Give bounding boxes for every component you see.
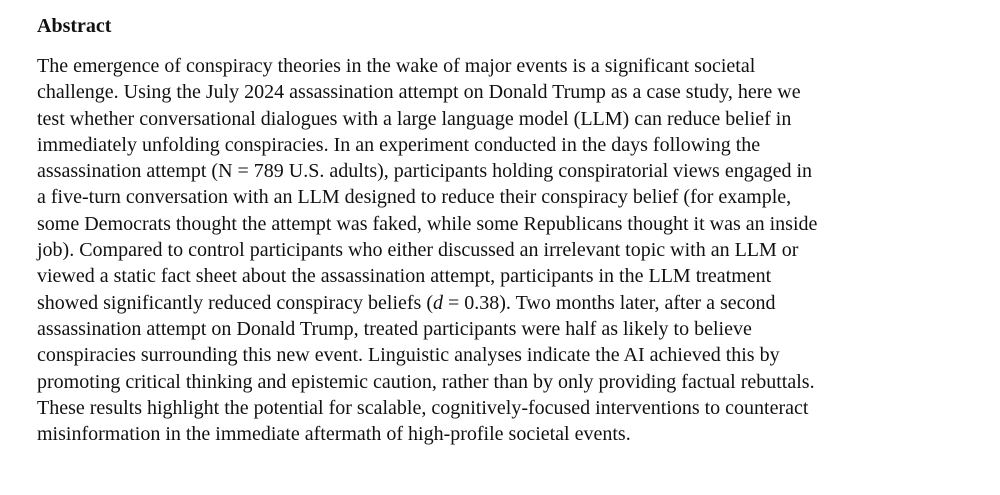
abstract-line: test whether conversational dialogues with a large language model (LLM) can reduce belief in bbox=[37, 107, 792, 130]
abstract-line: challenge. Using the July 2024 assassination attempt on Donald Trump as a case study, here we bbox=[37, 81, 801, 104]
abstract-body bbox=[37, 53, 977, 447]
abstract-heading: Abstract bbox=[37, 15, 112, 37]
abstract-line: job). Compared to control participants who either discussed an irrelevant topic with an LLM or bbox=[37, 239, 799, 262]
abstract-line: assassination attempt (N = 789 U.S. adults), participants holding conspiratorial views engaged in bbox=[37, 160, 813, 183]
abstract-section bbox=[37, 13, 977, 447]
abstract-line: some Democrats thought the attempt was faked, while some Republicans thought it was an inside bbox=[37, 212, 818, 235]
abstract-line: assassination attempt on Donald Trump, treated participants were half as likely to believe bbox=[37, 317, 752, 340]
abstract-line: promoting critical thinking and epistemic caution, rather than by only providing factual rebuttals. bbox=[37, 370, 815, 393]
abstract-line: conspiracies surrounding this new event. Linguistic analyses indicate the AI achieved this by bbox=[37, 344, 780, 367]
abstract-line: immediately unfolding conspiracies. In an experiment conducted in the days following the bbox=[37, 133, 761, 156]
effect-size-text-before: showed significantly reduced conspiracy beliefs ( bbox=[37, 291, 433, 314]
abstract-line: misinformation in the immediate aftermath of high-profile societal events. bbox=[37, 423, 631, 446]
effect-size-text-after: = 0.38). Two months later, after a second bbox=[442, 291, 776, 314]
effect-size-symbol: d bbox=[432, 291, 443, 314]
abstract-line: The emergence of conspiracy theories in the wake of major events is a significant societal bbox=[37, 55, 756, 77]
abstract-line: These results highlight the potential for scalable, cognitively-focused interventions to counteract bbox=[37, 396, 809, 419]
abstract-line: a five-turn conversation with an LLM designed to reduce their conspiracy belief (for example, bbox=[37, 186, 792, 209]
abstract-line: viewed a static fact sheet about the assassination attempt, participants in the LLM treatment bbox=[37, 265, 772, 288]
abstract-line-effect-size bbox=[37, 290, 977, 316]
